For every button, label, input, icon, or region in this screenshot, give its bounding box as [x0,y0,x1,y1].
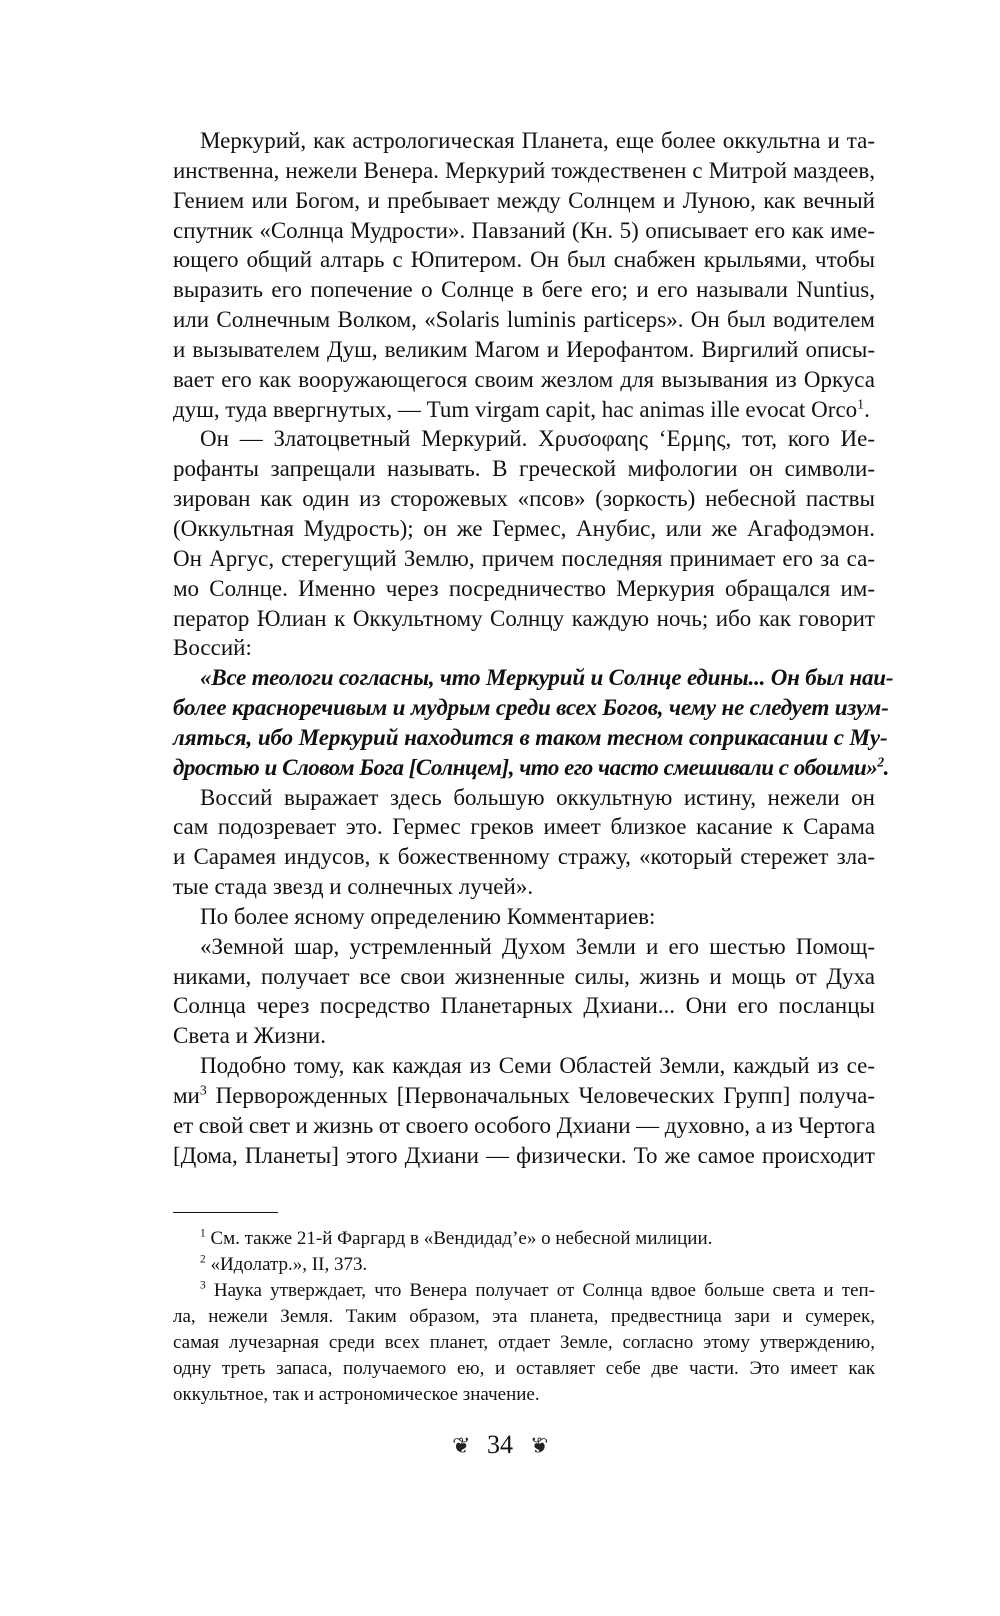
text-line [173,1051,875,1081]
text-line [173,812,875,842]
text-line [173,454,875,484]
footnote-line [173,1330,875,1356]
line-text: ла, нежели Земля. Таким образом, эта планета, предвестница зари и сумерек, [173,1306,875,1327]
line-text: Меркурий, как астрологическая Планета, еще более оккультна и та- [200,128,875,153]
line-text: «Земной шар, устремленный Духом Земли и его шестью Помощ- [200,933,875,959]
main-text [173,126,894,1171]
text-line [173,1111,875,1141]
footnote-ref: 3 [199,1082,207,1098]
line-text: Света и Жизни. [173,1023,326,1049]
line-text-after: «Идолатр.», II, 373. [205,1254,368,1275]
line-text: рофанты запрещали называть. В греческой мифологии он символи- [173,456,875,482]
text-line [173,424,875,454]
line-text: По более ясному определению Комментариев: [200,903,656,929]
footnote-ref: 1 [200,1227,206,1240]
line-text: и Сарамея индусов, к божественному стражу, «который стережет зла- [173,844,875,870]
ornament-left-icon: ❦ [452,1433,471,1458]
text-line [173,1081,875,1111]
line-text: ляться, ибо Меркурий находится в таком тесном соприкасании с Му- [173,724,888,750]
line-text: одну треть запаса, получаемого ею, и оставляет себе две части. Это имеет как [173,1358,875,1379]
line-text: «Все теологи согласны, что Меркурий и Солнце едины... Он был наи- [200,665,894,691]
text-line [173,1141,875,1171]
ornament-right-icon: ❦ [529,1433,548,1458]
line-text: более красноречивым и мудрым среди всех Богов, чему не следует изум- [173,695,889,721]
footnote-ref: 1 [857,395,865,411]
line-text: [Дома, Планеты] этого Дхиани — физически. То же самое происходит [173,1142,875,1168]
text-line [173,574,875,604]
line-text-after: Перворожденных [Первоначальных Человеческих Групп] получа- [206,1083,875,1108]
line-text-after: Наука утверждает, что Венера получает от Солнца вдвое больше света и теп- [205,1280,875,1301]
text-line [173,484,875,514]
line-text-after: . [883,754,889,780]
page-footer [0,1430,1000,1460]
footnote-separator [173,1212,278,1213]
text-line [173,365,875,395]
footnote-line [173,1226,875,1252]
line-text: вает его как вооружающегося своим жезлом для вызывания из Оркуса [173,366,875,392]
text-line [173,305,875,335]
line-text: Он — Златоцветный Меркурий. Χρυσοφαης ‘Ερμης, тот, кого Ие- [200,426,875,452]
text-line [173,335,875,365]
line-text-after: . [864,396,870,422]
text-line [173,783,875,813]
text-line [173,991,875,1021]
line-text: и вызывателем Душ, великим Магом и Иерофантом. Виргилий описы- [173,336,875,362]
text-line [173,514,875,544]
line-text: никами, получает все свои жизненные силы, жизнь и мощь от Духа [173,963,875,989]
line-text: ми [173,1083,200,1108]
text-line [173,693,889,723]
text-line [173,932,875,962]
footnote-line [173,1304,875,1330]
page-number: 34 [487,1430,513,1459]
text-line [173,186,875,216]
line-text: оккультное, так и астрономическое значение. [173,1384,540,1405]
line-text: спутник «Солнца Мудрости». Павзаний (Кн. 5) описывает его как име- [173,217,875,243]
text-line [173,1021,875,1051]
line-text: мо Солнце. Именно через посредничество Меркурия обращался им- [173,575,875,601]
line-text: Он Аргус, стерегущий Землю, причем последняя принимает его за са- [173,545,875,571]
line-text: Воссий выражает здесь большую оккультную истину, нежели он [200,784,875,810]
text-line [173,216,875,246]
line-text: или Солнечным Волком, «Solaris luminis particeps». Он был водителем [173,307,875,333]
line-text: душ, туда ввергнутых, — Tum virgam capit, hac animas ille evocat Orco [173,396,858,422]
line-text: Гением или Богом, и пребывает между Солнцем и Луною, как вечный [173,187,875,213]
text-line [173,275,875,305]
line-text: Солнца через посредство Планетарных Дхиани... Они его посланцы [173,993,875,1019]
text-line [173,753,889,783]
text-line [173,842,875,872]
line-text: зирован как один из сторожевых «псов» (зоркость) небесной паствы [173,486,875,512]
line-text: инственна, нежели Венера. Меркурий тождественен с Митрой маздеев, [173,157,875,183]
line-text: самая лучезарная среди всех планет, отдает Земле, согласно этому утверждению, [173,1332,875,1353]
line-text: дростью и Словом Бога [Солнцем], что его часто смешивали с обоими» [173,754,878,780]
footnote-ref: 2 [877,754,884,770]
line-text: сам подозревает это. Гермес греков имеет близкое касание к Сарама [173,814,875,840]
text-line [173,126,875,156]
line-text: Подобно тому, как каждая из Семи Областей Земли, каждый из се- [200,1053,875,1079]
text-line [173,245,875,275]
text-line [173,872,875,902]
text-line [173,395,875,425]
text-line [173,723,888,753]
footnote-ref: 2 [200,1253,206,1266]
text-line [173,544,875,574]
line-text: тые стада звезд и солнечных лучей». [173,874,534,900]
line-text: ет свой свет и жизнь от своего особого Дхиани — духовно, а из Чертога [173,1112,876,1138]
text-line [173,902,875,932]
text-line [173,156,875,186]
text-line [173,663,894,693]
line-text: (Оккультная Мудрость); он же Гермес, Анубис, или же Агафодэмон. [173,515,875,541]
text-line [173,604,875,634]
footnotes [173,1226,875,1408]
text-line [173,962,875,992]
footnote-line [173,1356,875,1382]
line-text: ператор Юлиан к Оккультному Солнцу каждую ночь; ибо как говорит [173,605,875,631]
line-text: выразить его попечение о Солнце в беге его; и его называли Nuntius, [173,277,875,303]
line-text: Воссий: [173,635,252,661]
line-text: ющего общий алтарь с Юпитером. Он был снабжен крыльями, чтобы [173,247,875,273]
text-line [173,633,875,663]
footnote-line [173,1382,875,1408]
line-text-after: См. также 21-й Фаргард в «Вендидад’е» о небесной милиции. [205,1228,713,1249]
footnote-line [173,1252,875,1278]
footnote-ref: 3 [200,1279,206,1292]
footnote-line [173,1278,875,1304]
